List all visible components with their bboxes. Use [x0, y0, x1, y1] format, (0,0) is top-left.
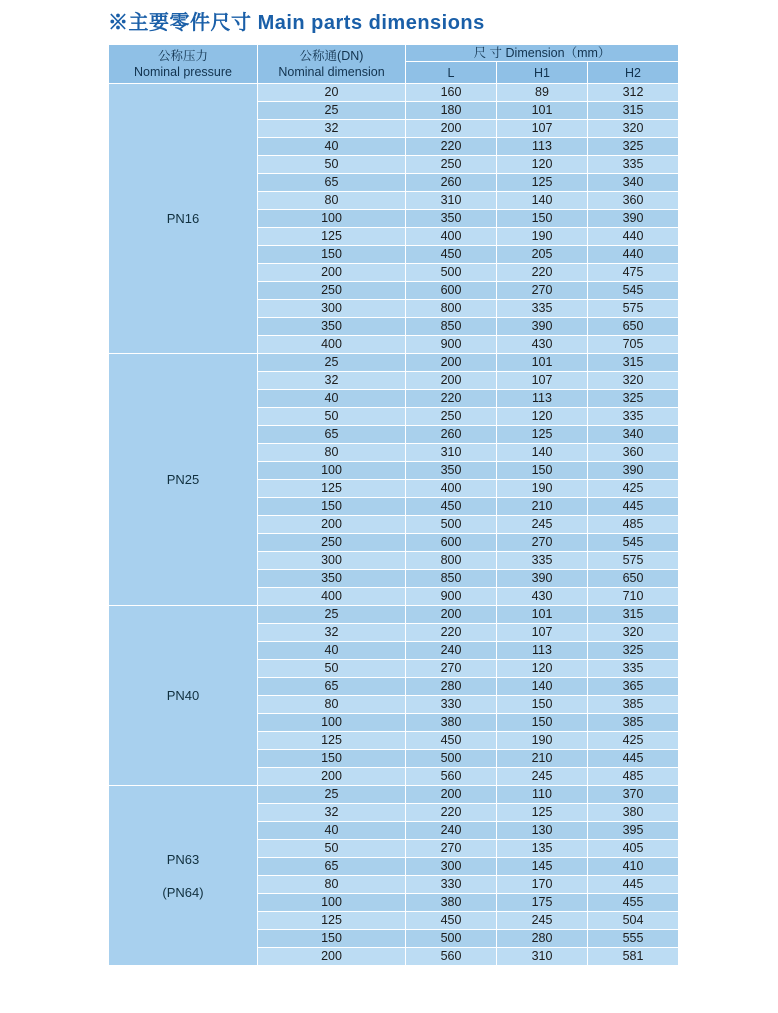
cell-dn: 400: [258, 588, 406, 606]
cell-h1: 245: [497, 768, 588, 786]
cell-dn: 25: [258, 606, 406, 624]
cell-h1: 101: [497, 606, 588, 624]
cell-h2: 650: [588, 570, 679, 588]
header-col-h1: H1: [497, 62, 588, 84]
header-dimension: [406, 45, 679, 62]
table-header: [109, 45, 679, 84]
cell-dn: 200: [258, 516, 406, 534]
cell-dn: 300: [258, 552, 406, 570]
cell-h2: 445: [588, 750, 679, 768]
cell-dn: 350: [258, 318, 406, 336]
cell-l: 450: [406, 498, 497, 516]
cell-dn: 200: [258, 264, 406, 282]
cell-l: 220: [406, 804, 497, 822]
cell-l: 500: [406, 930, 497, 948]
main-parts-dimensions-table: [108, 44, 679, 966]
table-body: [109, 84, 679, 966]
cell-h2: 325: [588, 642, 679, 660]
cell-l: 560: [406, 948, 497, 966]
header-nominal-pressure-zh: 公称压力: [157, 49, 208, 63]
cell-l: 450: [406, 912, 497, 930]
cell-h2: 410: [588, 858, 679, 876]
cell-h2: 325: [588, 138, 679, 156]
cell-h2: 365: [588, 678, 679, 696]
cell-h1: 245: [497, 516, 588, 534]
cell-h1: 101: [497, 354, 588, 372]
cell-h2: 385: [588, 714, 679, 732]
pressure-group-label: [109, 354, 258, 606]
cell-l: 260: [406, 174, 497, 192]
cell-dn: 100: [258, 714, 406, 732]
cell-h2: 425: [588, 480, 679, 498]
cell-h1: 210: [497, 750, 588, 768]
header-dimension-zh: 尺 寸: [473, 46, 503, 60]
cell-h1: 280: [497, 930, 588, 948]
cell-dn: 350: [258, 570, 406, 588]
cell-h2: 380: [588, 804, 679, 822]
pressure-group-label-main: PN16: [166, 211, 200, 226]
cell-l: 850: [406, 570, 497, 588]
cell-l: 200: [406, 606, 497, 624]
header-col-l: L: [406, 62, 497, 84]
cell-h1: 390: [497, 570, 588, 588]
cell-dn: 125: [258, 228, 406, 246]
cell-dn: 25: [258, 354, 406, 372]
cell-dn: 250: [258, 534, 406, 552]
table-row: [109, 84, 679, 102]
cell-h2: 320: [588, 120, 679, 138]
header-nominal-pressure-en: Nominal pressure: [134, 65, 232, 79]
cell-dn: 125: [258, 912, 406, 930]
cell-h1: 175: [497, 894, 588, 912]
table-row: [109, 786, 679, 804]
cell-h2: 575: [588, 552, 679, 570]
cell-h1: 125: [497, 804, 588, 822]
cell-l: 800: [406, 300, 497, 318]
header-nominal-dimension-zh: 公称通(DN): [299, 49, 364, 63]
cell-l: 200: [406, 786, 497, 804]
cell-h2: 325: [588, 390, 679, 408]
cell-dn: 150: [258, 930, 406, 948]
cell-h1: 430: [497, 336, 588, 354]
cell-h1: 113: [497, 642, 588, 660]
header-nominal-dimension-en: Nominal dimension: [278, 65, 385, 79]
cell-l: 200: [406, 354, 497, 372]
cell-h2: 650: [588, 318, 679, 336]
cell-l: 260: [406, 426, 497, 444]
cell-dn: 65: [258, 858, 406, 876]
cell-l: 450: [406, 246, 497, 264]
pressure-group-label-main: PN63: [166, 851, 200, 867]
cell-h1: 220: [497, 264, 588, 282]
cell-h2: 581: [588, 948, 679, 966]
cell-dn: 65: [258, 678, 406, 696]
cell-dn: 250: [258, 282, 406, 300]
cell-l: 240: [406, 822, 497, 840]
cell-l: 600: [406, 282, 497, 300]
cell-dn: 200: [258, 768, 406, 786]
cell-l: 400: [406, 480, 497, 498]
header-nominal-pressure: [109, 45, 258, 84]
cell-dn: 100: [258, 894, 406, 912]
title-en: Main parts dimensions: [257, 12, 485, 34]
cell-h1: 125: [497, 426, 588, 444]
cell-l: 310: [406, 192, 497, 210]
cell-h2: 315: [588, 354, 679, 372]
cell-h1: 170: [497, 876, 588, 894]
cell-dn: 65: [258, 174, 406, 192]
cell-h1: 150: [497, 462, 588, 480]
cell-dn: 25: [258, 102, 406, 120]
table-header-row-1: [109, 45, 679, 62]
cell-l: 900: [406, 336, 497, 354]
cell-l: 220: [406, 624, 497, 642]
header-col-h2: H2: [588, 62, 679, 84]
cell-dn: 50: [258, 156, 406, 174]
cell-dn: 200: [258, 948, 406, 966]
page-title: [108, 6, 485, 35]
cell-h2: 475: [588, 264, 679, 282]
title-mark: ※: [108, 12, 129, 34]
cell-l: 250: [406, 408, 497, 426]
cell-l: 280: [406, 678, 497, 696]
cell-h1: 190: [497, 480, 588, 498]
cell-h1: 89: [497, 84, 588, 102]
cell-l: 220: [406, 390, 497, 408]
header-nominal-dimension: [258, 45, 406, 84]
cell-dn: 80: [258, 444, 406, 462]
cell-h1: 101: [497, 102, 588, 120]
cell-h2: 445: [588, 498, 679, 516]
cell-l: 500: [406, 264, 497, 282]
cell-h2: 390: [588, 462, 679, 480]
cell-h2: 320: [588, 624, 679, 642]
cell-h1: 120: [497, 408, 588, 426]
cell-l: 250: [406, 156, 497, 174]
cell-h1: 190: [497, 228, 588, 246]
cell-dn: 40: [258, 642, 406, 660]
cell-h2: 545: [588, 534, 679, 552]
cell-l: 380: [406, 714, 497, 732]
cell-h2: 340: [588, 426, 679, 444]
cell-h1: 145: [497, 858, 588, 876]
cell-h2: 370: [588, 786, 679, 804]
cell-h2: 710: [588, 588, 679, 606]
table-row: [109, 354, 679, 372]
header-dimension-en: Dimension（mm）: [505, 46, 611, 60]
cell-l: 450: [406, 732, 497, 750]
cell-h1: 210: [497, 498, 588, 516]
cell-dn: 80: [258, 876, 406, 894]
cell-h2: 335: [588, 660, 679, 678]
cell-l: 850: [406, 318, 497, 336]
cell-h2: 390: [588, 210, 679, 228]
cell-h1: 107: [497, 372, 588, 390]
cell-h2: 705: [588, 336, 679, 354]
cell-l: 160: [406, 84, 497, 102]
cell-h2: 335: [588, 408, 679, 426]
cell-h2: 445: [588, 876, 679, 894]
cell-h1: 390: [497, 318, 588, 336]
cell-l: 500: [406, 516, 497, 534]
cell-l: 200: [406, 120, 497, 138]
pressure-group-label: [109, 84, 258, 354]
cell-h1: 120: [497, 156, 588, 174]
cell-h1: 205: [497, 246, 588, 264]
cell-dn: 300: [258, 300, 406, 318]
pressure-group-label: [109, 786, 258, 966]
cell-h1: 135: [497, 840, 588, 858]
cell-dn: 150: [258, 750, 406, 768]
cell-dn: 25: [258, 786, 406, 804]
cell-l: 330: [406, 876, 497, 894]
cell-dn: 80: [258, 192, 406, 210]
cell-dn: 40: [258, 822, 406, 840]
cell-dn: 32: [258, 624, 406, 642]
cell-h2: 335: [588, 156, 679, 174]
cell-dn: 125: [258, 732, 406, 750]
cell-h1: 113: [497, 138, 588, 156]
cell-h1: 140: [497, 678, 588, 696]
cell-l: 400: [406, 228, 497, 246]
cell-h1: 130: [497, 822, 588, 840]
cell-h2: 405: [588, 840, 679, 858]
pressure-group-label: [109, 606, 258, 786]
cell-h2: 340: [588, 174, 679, 192]
cell-h1: 335: [497, 300, 588, 318]
table-row: [109, 606, 679, 624]
cell-dn: 65: [258, 426, 406, 444]
cell-dn: 150: [258, 498, 406, 516]
cell-l: 800: [406, 552, 497, 570]
cell-dn: 100: [258, 210, 406, 228]
cell-l: 900: [406, 588, 497, 606]
cell-l: 240: [406, 642, 497, 660]
cell-l: 310: [406, 444, 497, 462]
cell-h2: 455: [588, 894, 679, 912]
cell-dn: 50: [258, 408, 406, 426]
cell-l: 330: [406, 696, 497, 714]
cell-h1: 107: [497, 120, 588, 138]
cell-l: 300: [406, 858, 497, 876]
cell-dn: 100: [258, 462, 406, 480]
cell-h1: 245: [497, 912, 588, 930]
cell-h1: 140: [497, 192, 588, 210]
cell-dn: 20: [258, 84, 406, 102]
cell-dn: 150: [258, 246, 406, 264]
cell-h1: 150: [497, 714, 588, 732]
cell-l: 200: [406, 372, 497, 390]
cell-h2: 485: [588, 516, 679, 534]
cell-h1: 125: [497, 174, 588, 192]
cell-dn: 50: [258, 660, 406, 678]
title-zh: 主要零件尺寸: [128, 12, 252, 34]
cell-h1: 140: [497, 444, 588, 462]
cell-h2: 425: [588, 732, 679, 750]
cell-dn: 40: [258, 390, 406, 408]
cell-h2: 504: [588, 912, 679, 930]
cell-l: 180: [406, 102, 497, 120]
cell-dn: 50: [258, 840, 406, 858]
cell-h1: 113: [497, 390, 588, 408]
cell-dn: 32: [258, 804, 406, 822]
pressure-group-label-sub: (PN64): [162, 884, 204, 900]
cell-h2: 485: [588, 768, 679, 786]
pressure-group-label-main: PN40: [166, 688, 200, 703]
cell-l: 270: [406, 660, 497, 678]
cell-l: 500: [406, 750, 497, 768]
cell-h1: 150: [497, 696, 588, 714]
cell-h2: 395: [588, 822, 679, 840]
cell-dn: 40: [258, 138, 406, 156]
cell-h1: 110: [497, 786, 588, 804]
cell-l: 350: [406, 462, 497, 480]
cell-l: 220: [406, 138, 497, 156]
cell-h1: 270: [497, 282, 588, 300]
cell-h2: 315: [588, 102, 679, 120]
cell-h1: 190: [497, 732, 588, 750]
cell-l: 560: [406, 768, 497, 786]
cell-dn: 32: [258, 120, 406, 138]
cell-dn: 32: [258, 372, 406, 390]
cell-h2: 545: [588, 282, 679, 300]
cell-dn: 80: [258, 696, 406, 714]
cell-h2: 440: [588, 246, 679, 264]
cell-h2: 440: [588, 228, 679, 246]
cell-h1: 270: [497, 534, 588, 552]
cell-dn: 400: [258, 336, 406, 354]
cell-h2: 360: [588, 444, 679, 462]
cell-h2: 320: [588, 372, 679, 390]
cell-h1: 335: [497, 552, 588, 570]
cell-h1: 107: [497, 624, 588, 642]
cell-h2: 575: [588, 300, 679, 318]
cell-h2: 555: [588, 930, 679, 948]
pressure-group-label-main: PN25: [166, 472, 200, 487]
cell-h2: 315: [588, 606, 679, 624]
cell-h1: 120: [497, 660, 588, 678]
cell-h2: 312: [588, 84, 679, 102]
cell-h1: 310: [497, 948, 588, 966]
cell-l: 350: [406, 210, 497, 228]
cell-l: 380: [406, 894, 497, 912]
cell-h2: 385: [588, 696, 679, 714]
cell-h2: 360: [588, 192, 679, 210]
cell-dn: 125: [258, 480, 406, 498]
cell-l: 270: [406, 840, 497, 858]
cell-h1: 150: [497, 210, 588, 228]
cell-l: 600: [406, 534, 497, 552]
cell-h1: 430: [497, 588, 588, 606]
